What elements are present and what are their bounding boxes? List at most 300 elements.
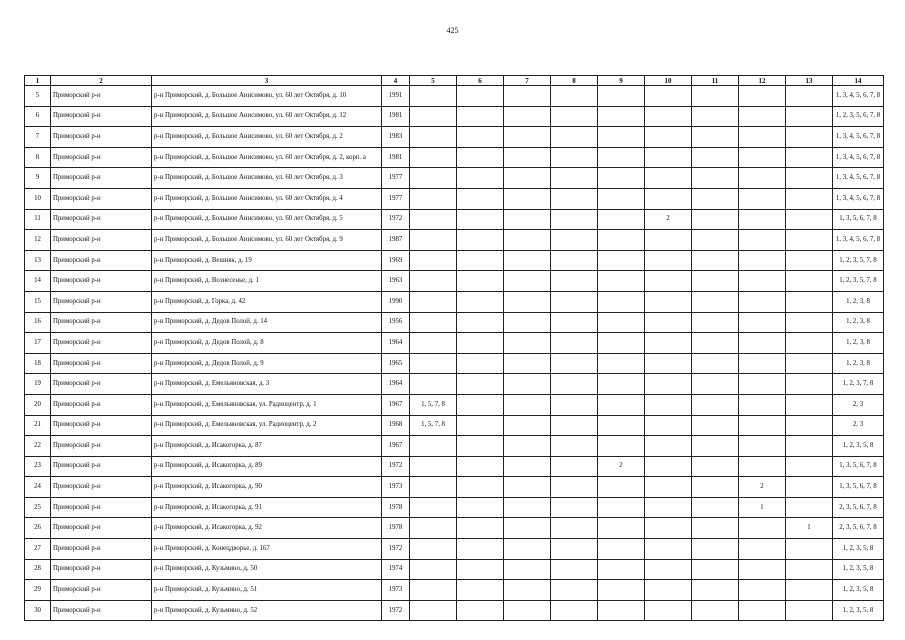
col7-cell xyxy=(504,209,551,230)
year-cell: 1981 xyxy=(382,106,410,127)
year-cell: 1978 xyxy=(382,518,410,539)
col13-cell: 1 xyxy=(786,518,833,539)
col9-cell xyxy=(598,209,645,230)
address-cell: р-н Приморский, д. Вешняк, д. 19 xyxy=(152,250,382,271)
column-header: 7 xyxy=(504,76,551,86)
col10-cell xyxy=(645,580,692,601)
address-cell: р-н Приморский, д. Исакогорка, д. 87 xyxy=(152,436,382,457)
year-cell: 1974 xyxy=(382,559,410,580)
col10-cell xyxy=(645,374,692,395)
table-row xyxy=(25,271,884,292)
col13-cell xyxy=(786,230,833,251)
year-cell: 1963 xyxy=(382,271,410,292)
col8-cell xyxy=(551,374,598,395)
address-cell: р-н Приморский, д. Дедов Полой, д. 8 xyxy=(152,333,382,354)
col5-cell xyxy=(410,147,457,168)
col11-cell xyxy=(692,559,739,580)
col8-cell xyxy=(551,477,598,498)
district-cell: Приморский р-н xyxy=(51,497,152,518)
col12-cell: 2 xyxy=(739,477,786,498)
col12-cell xyxy=(739,188,786,209)
table-row xyxy=(25,497,884,518)
col9-cell xyxy=(598,580,645,601)
col11-cell xyxy=(692,291,739,312)
year-cell: 1991 xyxy=(382,86,410,107)
column-header: 12 xyxy=(739,76,786,86)
col11-cell xyxy=(692,580,739,601)
col14-cell: 1, 2, 3, 5, 7, 8 xyxy=(833,271,884,292)
address-cell: р-н Приморский, д. Вознесенье, д. 1 xyxy=(152,271,382,292)
col14-cell: 1, 2, 3, 5, 8 xyxy=(833,539,884,560)
col12-cell xyxy=(739,86,786,107)
col5-cell xyxy=(410,250,457,271)
col8-cell xyxy=(551,436,598,457)
column-header: 11 xyxy=(692,76,739,86)
col6-cell xyxy=(457,250,504,271)
col6-cell xyxy=(457,353,504,374)
col9-cell xyxy=(598,353,645,374)
district-cell: Приморский р-н xyxy=(51,209,152,230)
row-number: 30 xyxy=(25,600,51,621)
column-header: 1 xyxy=(25,76,51,86)
district-cell: Приморский р-н xyxy=(51,353,152,374)
col13-cell xyxy=(786,86,833,107)
col6-cell xyxy=(457,168,504,189)
table-row xyxy=(25,518,884,539)
table-row xyxy=(25,456,884,477)
year-cell: 1972 xyxy=(382,600,410,621)
address-cell: р-н Приморский, д. Большое Анисимово, ул. 60 лет Октября, д. 9 xyxy=(152,230,382,251)
col10-cell xyxy=(645,394,692,415)
col10-cell xyxy=(645,168,692,189)
address-cell: р-н Приморский, д. Конецдворье, д. 167 xyxy=(152,539,382,560)
col8-cell xyxy=(551,415,598,436)
col5-cell xyxy=(410,230,457,251)
column-header: 3 xyxy=(152,76,382,86)
col5-cell xyxy=(410,539,457,560)
row-number: 26 xyxy=(25,518,51,539)
year-cell: 1990 xyxy=(382,291,410,312)
col5-cell xyxy=(410,106,457,127)
col14-cell: 1, 3, 4, 5, 6, 7, 8 xyxy=(833,147,884,168)
col5-cell: 1, 5, 7, 8 xyxy=(410,394,457,415)
table-row xyxy=(25,86,884,107)
col8-cell xyxy=(551,559,598,580)
col7-cell xyxy=(504,168,551,189)
col13-cell xyxy=(786,147,833,168)
col14-cell: 1, 2, 3, 5, 7, 8 xyxy=(833,250,884,271)
address-cell: р-н Приморский, д. Кузьмино, д. 52 xyxy=(152,600,382,621)
col9-cell xyxy=(598,539,645,560)
table-row xyxy=(25,312,884,333)
col6-cell xyxy=(457,559,504,580)
address-cell: р-н Приморский, д. Емельяновская, д. 3 xyxy=(152,374,382,395)
address-cell: р-н Приморский, д. Большое Анисимово, ул. 60 лет Октября, д. 10 xyxy=(152,86,382,107)
district-cell: Приморский р-н xyxy=(51,230,152,251)
col8-cell xyxy=(551,250,598,271)
address-cell: р-н Приморский, д. Исакогорка, д. 89 xyxy=(152,456,382,477)
row-number: 23 xyxy=(25,456,51,477)
year-cell: 1977 xyxy=(382,188,410,209)
col14-cell: 2, 3, 5, 6, 7, 8 xyxy=(833,518,884,539)
col13-cell xyxy=(786,353,833,374)
col12-cell xyxy=(739,312,786,333)
col13-cell xyxy=(786,271,833,292)
col10-cell xyxy=(645,250,692,271)
col5-cell xyxy=(410,353,457,374)
table-row xyxy=(25,415,884,436)
table-row xyxy=(25,209,884,230)
col11-cell xyxy=(692,353,739,374)
col12-cell xyxy=(739,580,786,601)
col14-cell: 1, 2, 3, 8 xyxy=(833,353,884,374)
col9-cell xyxy=(598,312,645,333)
col10-cell xyxy=(645,415,692,436)
col11-cell xyxy=(692,86,739,107)
col14-cell: 1, 2, 3, 5, 8 xyxy=(833,559,884,580)
col14-cell: 1, 3, 5, 6, 7, 8 xyxy=(833,477,884,498)
col13-cell xyxy=(786,456,833,477)
year-cell: 1983 xyxy=(382,127,410,148)
row-number: 11 xyxy=(25,209,51,230)
col11-cell xyxy=(692,497,739,518)
col14-cell: 1, 2, 3, 5, 6, 7, 8 xyxy=(833,106,884,127)
col10-cell xyxy=(645,333,692,354)
col8-cell xyxy=(551,291,598,312)
address-cell: р-н Приморский, д. Кузьмино, д. 51 xyxy=(152,580,382,601)
col6-cell xyxy=(457,188,504,209)
col6-cell xyxy=(457,580,504,601)
col5-cell xyxy=(410,291,457,312)
col10-cell xyxy=(645,456,692,477)
col11-cell xyxy=(692,188,739,209)
col14-cell: 1, 3, 5, 6, 7, 8 xyxy=(833,456,884,477)
col10-cell xyxy=(645,518,692,539)
row-number: 28 xyxy=(25,559,51,580)
col9-cell xyxy=(598,291,645,312)
col7-cell xyxy=(504,271,551,292)
col13-cell xyxy=(786,188,833,209)
table-row xyxy=(25,580,884,601)
col9-cell xyxy=(598,477,645,498)
col12-cell xyxy=(739,250,786,271)
row-number: 22 xyxy=(25,436,51,457)
district-cell: Приморский р-н xyxy=(51,539,152,560)
col10-cell xyxy=(645,312,692,333)
col12-cell xyxy=(739,147,786,168)
column-header: 9 xyxy=(598,76,645,86)
table-row xyxy=(25,559,884,580)
year-cell: 1972 xyxy=(382,209,410,230)
address-cell: р-н Приморский, д. Горка, д. 42 xyxy=(152,291,382,312)
row-number: 19 xyxy=(25,374,51,395)
col14-cell: 2, 3 xyxy=(833,415,884,436)
col12-cell xyxy=(739,374,786,395)
col13-cell xyxy=(786,333,833,354)
col13-cell xyxy=(786,539,833,560)
year-cell: 1956 xyxy=(382,312,410,333)
col8-cell xyxy=(551,353,598,374)
col13-cell xyxy=(786,127,833,148)
col13-cell xyxy=(786,580,833,601)
col8-cell xyxy=(551,539,598,560)
col14-cell: 1, 2, 3, 5, 8 xyxy=(833,580,884,601)
col13-cell xyxy=(786,415,833,436)
col6-cell xyxy=(457,230,504,251)
col12-cell xyxy=(739,168,786,189)
col13-cell xyxy=(786,559,833,580)
address-cell: р-н Приморский, д. Большое Анисимово, ул. 60 лет Октября, д. 2 xyxy=(152,127,382,148)
col9-cell xyxy=(598,188,645,209)
col12-cell xyxy=(739,415,786,436)
row-number: 21 xyxy=(25,415,51,436)
row-number: 25 xyxy=(25,497,51,518)
col7-cell xyxy=(504,559,551,580)
col6-cell xyxy=(457,127,504,148)
district-cell: Приморский р-н xyxy=(51,291,152,312)
row-number: 15 xyxy=(25,291,51,312)
col11-cell xyxy=(692,147,739,168)
col14-cell: 1, 3, 4, 5, 6, 7, 8 xyxy=(833,168,884,189)
col13-cell xyxy=(786,477,833,498)
col11-cell xyxy=(692,374,739,395)
col7-cell xyxy=(504,394,551,415)
year-cell: 1977 xyxy=(382,168,410,189)
year-cell: 1964 xyxy=(382,374,410,395)
col8-cell xyxy=(551,312,598,333)
column-header: 8 xyxy=(551,76,598,86)
col7-cell xyxy=(504,353,551,374)
table-row xyxy=(25,374,884,395)
table-row xyxy=(25,250,884,271)
column-header: 5 xyxy=(410,76,457,86)
col11-cell xyxy=(692,312,739,333)
table-row xyxy=(25,147,884,168)
col8-cell xyxy=(551,188,598,209)
col7-cell xyxy=(504,312,551,333)
col9-cell xyxy=(598,559,645,580)
col6-cell xyxy=(457,497,504,518)
col14-cell: 1, 3, 5, 6, 7, 8 xyxy=(833,209,884,230)
col11-cell xyxy=(692,127,739,148)
column-header: 13 xyxy=(786,76,833,86)
col10-cell xyxy=(645,539,692,560)
col5-cell xyxy=(410,168,457,189)
col9-cell xyxy=(598,497,645,518)
col14-cell: 1, 3, 4, 5, 6, 7, 8 xyxy=(833,230,884,251)
registry-table xyxy=(24,75,884,621)
col9-cell xyxy=(598,230,645,251)
year-cell: 1972 xyxy=(382,456,410,477)
col11-cell xyxy=(692,456,739,477)
col10-cell xyxy=(645,353,692,374)
table-row xyxy=(25,394,884,415)
year-cell: 1968 xyxy=(382,415,410,436)
table-row xyxy=(25,600,884,621)
col8-cell xyxy=(551,147,598,168)
col5-cell xyxy=(410,497,457,518)
col14-cell: 1, 2, 3, 8 xyxy=(833,291,884,312)
column-header: 10 xyxy=(645,76,692,86)
year-cell: 1987 xyxy=(382,230,410,251)
col9-cell xyxy=(598,436,645,457)
col6-cell xyxy=(457,477,504,498)
district-cell: Приморский р-н xyxy=(51,188,152,209)
col13-cell xyxy=(786,106,833,127)
col8-cell xyxy=(551,580,598,601)
row-number: 20 xyxy=(25,394,51,415)
col8-cell xyxy=(551,127,598,148)
table-row xyxy=(25,127,884,148)
col13-cell xyxy=(786,312,833,333)
col6-cell xyxy=(457,456,504,477)
col10-cell xyxy=(645,106,692,127)
col9-cell xyxy=(598,106,645,127)
col12-cell xyxy=(739,127,786,148)
row-number: 17 xyxy=(25,333,51,354)
col6-cell xyxy=(457,374,504,395)
col10-cell xyxy=(645,188,692,209)
column-header: 6 xyxy=(457,76,504,86)
col10-cell xyxy=(645,271,692,292)
col5-cell xyxy=(410,312,457,333)
col6-cell xyxy=(457,312,504,333)
district-cell: Приморский р-н xyxy=(51,106,152,127)
address-cell: р-н Приморский, д. Исакогорка, д. 90 xyxy=(152,477,382,498)
col7-cell xyxy=(504,539,551,560)
district-cell: Приморский р-н xyxy=(51,127,152,148)
col10-cell xyxy=(645,230,692,251)
col8-cell xyxy=(551,333,598,354)
address-cell: р-н Приморский, д. Исакогорка, д. 92 xyxy=(152,518,382,539)
col6-cell xyxy=(457,86,504,107)
district-cell: Приморский р-н xyxy=(51,374,152,395)
table-body xyxy=(25,86,884,621)
col6-cell xyxy=(457,147,504,168)
address-cell: р-н Приморский, д. Дедов Полой, д. 9 xyxy=(152,353,382,374)
col12-cell xyxy=(739,230,786,251)
district-cell: Приморский р-н xyxy=(51,559,152,580)
col5-cell xyxy=(410,127,457,148)
header-row xyxy=(25,76,884,86)
table-row xyxy=(25,188,884,209)
col14-cell: 1, 2, 3, 7, 8 xyxy=(833,374,884,395)
district-cell: Приморский р-н xyxy=(51,580,152,601)
col6-cell xyxy=(457,436,504,457)
col10-cell xyxy=(645,86,692,107)
col9-cell xyxy=(598,518,645,539)
col8-cell xyxy=(551,86,598,107)
col12-cell xyxy=(739,209,786,230)
col7-cell xyxy=(504,333,551,354)
row-number: 14 xyxy=(25,271,51,292)
row-number: 10 xyxy=(25,188,51,209)
col9-cell xyxy=(598,86,645,107)
col13-cell xyxy=(786,209,833,230)
col12-cell xyxy=(739,291,786,312)
col8-cell xyxy=(551,106,598,127)
col6-cell xyxy=(457,394,504,415)
col5-cell xyxy=(410,86,457,107)
district-cell: Приморский р-н xyxy=(51,250,152,271)
col14-cell: 1, 3, 4, 5, 6, 7, 8 xyxy=(833,86,884,107)
address-cell: р-н Приморский, д. Большое Анисимово, ул. 60 лет Октября, д. 5 xyxy=(152,209,382,230)
district-cell: Приморский р-н xyxy=(51,415,152,436)
col13-cell xyxy=(786,291,833,312)
table-row xyxy=(25,477,884,498)
col11-cell xyxy=(692,168,739,189)
year-cell: 1969 xyxy=(382,250,410,271)
year-cell: 1965 xyxy=(382,353,410,374)
district-cell: Приморский р-н xyxy=(51,600,152,621)
table-row xyxy=(25,539,884,560)
col7-cell xyxy=(504,147,551,168)
col10-cell xyxy=(645,559,692,580)
col5-cell: 1, 5, 7, 8 xyxy=(410,415,457,436)
col5-cell xyxy=(410,477,457,498)
column-header: 14 xyxy=(833,76,884,86)
col12-cell xyxy=(739,539,786,560)
district-cell: Приморский р-н xyxy=(51,312,152,333)
year-cell: 1972 xyxy=(382,539,410,560)
col7-cell xyxy=(504,415,551,436)
col5-cell xyxy=(410,271,457,292)
col12-cell xyxy=(739,333,786,354)
col11-cell xyxy=(692,518,739,539)
col11-cell xyxy=(692,106,739,127)
col11-cell xyxy=(692,333,739,354)
col8-cell xyxy=(551,230,598,251)
col8-cell xyxy=(551,456,598,477)
address-cell: р-н Приморский, д. Большое Анисимово, ул. 60 лет Октября, д. 3 xyxy=(152,168,382,189)
col12-cell xyxy=(739,394,786,415)
col6-cell xyxy=(457,600,504,621)
row-number: 8 xyxy=(25,147,51,168)
address-cell: р-н Приморский, д. Большое Анисимово, ул. 60 лет Октября, д. 4 xyxy=(152,188,382,209)
col5-cell xyxy=(410,209,457,230)
col6-cell xyxy=(457,518,504,539)
row-number: 7 xyxy=(25,127,51,148)
district-cell: Приморский р-н xyxy=(51,333,152,354)
col10-cell xyxy=(645,600,692,621)
col7-cell xyxy=(504,188,551,209)
row-number: 18 xyxy=(25,353,51,374)
year-cell: 1967 xyxy=(382,436,410,457)
district-cell: Приморский р-н xyxy=(51,436,152,457)
col8-cell xyxy=(551,271,598,292)
col7-cell xyxy=(504,86,551,107)
col11-cell xyxy=(692,230,739,251)
col7-cell xyxy=(504,291,551,312)
col10-cell xyxy=(645,436,692,457)
district-cell: Приморский р-н xyxy=(51,147,152,168)
col14-cell: 1, 2, 3, 5, 8 xyxy=(833,436,884,457)
col9-cell xyxy=(598,271,645,292)
col5-cell xyxy=(410,436,457,457)
col11-cell xyxy=(692,394,739,415)
col5-cell xyxy=(410,188,457,209)
col7-cell xyxy=(504,374,551,395)
year-cell: 1964 xyxy=(382,333,410,354)
col6-cell xyxy=(457,271,504,292)
col8-cell xyxy=(551,518,598,539)
col13-cell xyxy=(786,168,833,189)
col8-cell xyxy=(551,209,598,230)
col6-cell xyxy=(457,539,504,560)
address-cell: р-н Приморский, д. Исакогорка, д. 91 xyxy=(152,497,382,518)
col14-cell: 1, 3, 4, 5, 6, 7, 8 xyxy=(833,127,884,148)
col13-cell xyxy=(786,600,833,621)
